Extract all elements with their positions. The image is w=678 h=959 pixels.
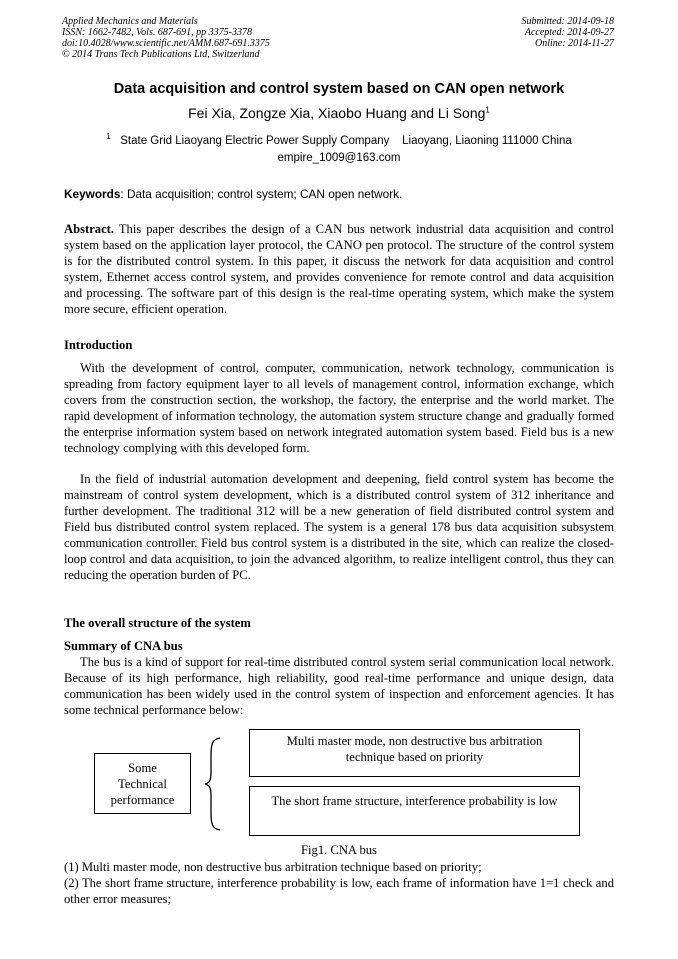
- keywords-label: Keywords: [64, 187, 121, 201]
- summary-paragraph: [64, 654, 614, 718]
- figure-left-box-text: Some Technical performance: [110, 760, 175, 807]
- authors: [0, 105, 678, 121]
- affiliation-text: State Grid Liaoyang Electric Power Supply Company Liaoyang, Liaoning 111000 China: [120, 134, 572, 147]
- section-heading-overall-structure: The overall structure of the system: [64, 616, 251, 630]
- author-affiliation-marker: 1: [485, 105, 490, 115]
- copyright: © 2014 Trans Tech Publications Ltd, Switzerland: [62, 49, 260, 60]
- author-email: empire_1009@163.com: [277, 152, 401, 164]
- journal-name: Applied Mechanics and Materials: [62, 16, 198, 27]
- figure-box-arbitration-text: Multi master mode, non destructive bus arbitration technique based on priority: [286, 734, 543, 764]
- dates-header: [522, 16, 615, 49]
- keywords-text: : Data acquisition; control system; CAN open network.: [120, 187, 403, 201]
- section-heading-introduction: Introduction: [64, 338, 133, 352]
- journal-header: [62, 16, 270, 60]
- figure-box-arbitration: [249, 729, 580, 777]
- list-item-1: (1) Multi master mode, non destructive bus arbitration technique based on priority;: [64, 860, 482, 874]
- doi: doi:10.4028/www.scientific.net/AMM.687-691.3375: [62, 38, 270, 49]
- curly-brace-icon: [200, 735, 226, 833]
- figure-left-box: [94, 753, 191, 814]
- accepted-date: Accepted: 2014-09-27: [524, 27, 614, 38]
- affiliation-marker: 1: [106, 132, 111, 141]
- author-names: Fei Xia, Zongze Xia, Xiaobo Huang and Li Song: [188, 105, 486, 121]
- online-date: Online: 2014-11-27: [535, 38, 614, 49]
- abstract: [64, 221, 614, 317]
- list-item-2: (2) The short frame structure, interference probability is low, each frame of information have 1=1 check and other error measures;: [64, 876, 614, 906]
- issn: ISSN: 1662-7482, Vols. 687-691, pp 3375-3378: [62, 27, 252, 38]
- abstract-text: This paper describes the design of a CAN bus network industrial data acquisition and control system based on the application layer protocol, the CANO pen protocol. The structure of the control system is for the distributed control system. In this paper, it discuss the network for data acquisition and control system, Ethernet access control system, and provides convenience for remote control and data acquisition and processing. The software part of this design is the real-time operating system, which make the system more secure, efficient operation.: [64, 222, 614, 316]
- summary-paragraph-text: The bus is a kind of support for real-time distributed control system serial communication local network. Because of its high performance, high reliability, good real-time performance and unique design, data communication has been widely used in the control system of inspection and enforcement agencies. It has some technical performance below:: [64, 655, 614, 717]
- figure-caption: Fig1. CNA bus: [301, 843, 377, 857]
- intro-paragraph-1-text: With the development of control, computer, communication, network technology, communication is spreading from factory equipment layer to all levels of management control, information exchange, which covers from the construction section, the workshop, the factory, the enterprise and the world market. The rapid development of information technology, the automation system structure change and gradually formed the enterprise information system based on network integrated automation system based. Field bus is a new technology complying with this developed form.: [64, 361, 614, 455]
- intro-paragraph-2: [64, 471, 614, 583]
- submitted-date: Submitted: 2014-09-18: [521, 16, 614, 27]
- intro-paragraph-2-text: In the field of industrial automation development and deepening, field control system has become the mainstream of control system development, which is a distributed control system of 312 inheritance and further development. The traditional 312 will be a new generation of field distributed control system and Field bus distributed control system replaced. The system is a general 178 bus data acquisition subsystem communication controller. Field bus control system is a distributed in the site, which can realize the closed-loop control and data acquisition, to join the advanced algorithm, to realize intelligent control, thus they can reducing the operation burden of PC.: [64, 472, 614, 582]
- paper-title: Data acquisition and control system based on CAN open network: [113, 81, 565, 97]
- intro-paragraph-1: [64, 360, 614, 456]
- subsection-heading-summary: Summary of CNA bus: [64, 639, 183, 653]
- keywords: [64, 187, 402, 201]
- figure-box-short-frame-text: The short frame structure, interference probability is low: [271, 794, 558, 808]
- affiliation: [0, 132, 678, 147]
- figure-box-short-frame: [249, 786, 580, 836]
- abstract-label: Abstract.: [64, 222, 115, 236]
